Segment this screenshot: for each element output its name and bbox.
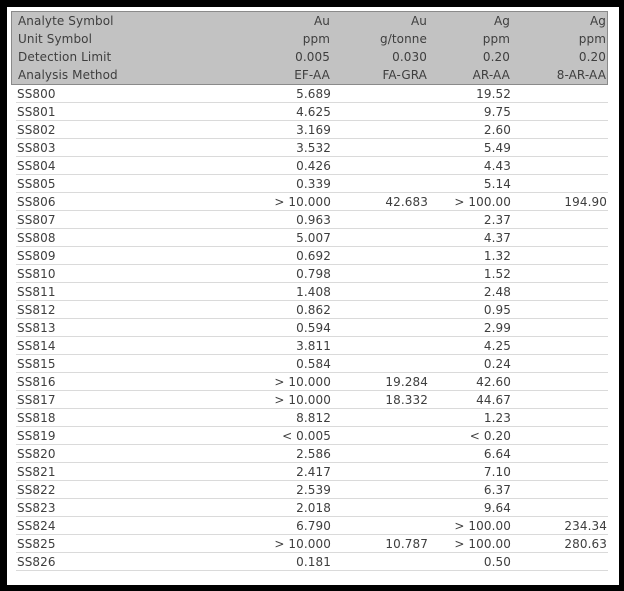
table-row bbox=[11, 409, 608, 427]
value-ag-ppm-2 bbox=[512, 445, 608, 463]
table-row bbox=[11, 283, 608, 301]
value-ag-ppm-2 bbox=[512, 265, 608, 283]
sample-id: SS812 bbox=[17, 303, 56, 317]
value-ag-ppm-2 bbox=[512, 211, 608, 229]
value-ag-ppm: 19.52 bbox=[476, 87, 511, 101]
header-value-au-ppm: ppm bbox=[302, 32, 330, 46]
value-au-ppm: > 10.000 bbox=[274, 375, 331, 389]
header-value-ag-ppm-2: Ag bbox=[589, 14, 606, 28]
sample-id: SS805 bbox=[17, 177, 56, 191]
table-row bbox=[11, 499, 608, 517]
table-row bbox=[11, 445, 608, 463]
table-body bbox=[11, 85, 608, 571]
table-row bbox=[11, 301, 608, 319]
value-ag-ppm-2 bbox=[512, 85, 608, 103]
value-ag-ppm: 1.23 bbox=[483, 411, 511, 425]
sample-id: SS810 bbox=[17, 267, 56, 281]
value-au-gtonne: 42.683 bbox=[385, 195, 428, 209]
table-row bbox=[11, 427, 608, 445]
header-row bbox=[12, 66, 607, 84]
value-ag-ppm-2: 280.63 bbox=[564, 537, 607, 551]
table-row bbox=[11, 373, 608, 391]
table-row bbox=[11, 85, 608, 103]
value-au-gtonne bbox=[332, 499, 429, 517]
value-ag-ppm: 9.75 bbox=[483, 105, 511, 119]
value-au-ppm: 0.181 bbox=[296, 555, 331, 569]
table-row bbox=[11, 229, 608, 247]
value-ag-ppm: > 100.00 bbox=[454, 519, 511, 533]
sample-id: SS821 bbox=[17, 465, 56, 479]
value-ag-ppm: 6.37 bbox=[483, 483, 511, 497]
sample-id: SS817 bbox=[17, 393, 56, 407]
table-row bbox=[11, 319, 608, 337]
value-ag-ppm-2 bbox=[512, 247, 608, 265]
value-au-gtonne bbox=[332, 283, 429, 301]
value-ag-ppm: 42.60 bbox=[476, 375, 511, 389]
value-au-gtonne bbox=[332, 445, 429, 463]
sample-id: SS803 bbox=[17, 141, 56, 155]
value-ag-ppm-2 bbox=[512, 337, 608, 355]
value-au-gtonne bbox=[332, 553, 429, 571]
value-au-ppm: 1.408 bbox=[296, 285, 331, 299]
value-ag-ppm: 0.95 bbox=[483, 303, 511, 317]
table-row bbox=[11, 355, 608, 373]
table-row bbox=[11, 553, 608, 571]
header-value-ag-ppm-2: 0.20 bbox=[578, 50, 606, 64]
value-ag-ppm-2 bbox=[512, 373, 608, 391]
sample-id: SS806 bbox=[17, 195, 56, 209]
table-header bbox=[11, 11, 608, 85]
sample-id: SS819 bbox=[17, 429, 56, 443]
header-value-ag-ppm: ppm bbox=[482, 32, 510, 46]
value-ag-ppm: 4.43 bbox=[483, 159, 511, 173]
value-au-gtonne bbox=[332, 517, 429, 535]
header-value-ag-ppm: Ag bbox=[493, 14, 510, 28]
value-au-gtonne bbox=[332, 463, 429, 481]
header-row bbox=[12, 48, 607, 66]
table-row bbox=[11, 139, 608, 157]
value-ag-ppm: 2.48 bbox=[483, 285, 511, 299]
sample-id: SS811 bbox=[17, 285, 56, 299]
sample-id: SS814 bbox=[17, 339, 56, 353]
sample-id: SS823 bbox=[17, 501, 56, 515]
value-au-gtonne bbox=[332, 139, 429, 157]
header-value-au-gtonne: 0.030 bbox=[392, 50, 427, 64]
sample-id: SS809 bbox=[17, 249, 56, 263]
table-row bbox=[11, 121, 608, 139]
value-au-gtonne bbox=[332, 157, 429, 175]
value-au-ppm: 4.625 bbox=[296, 105, 331, 119]
value-ag-ppm: 2.99 bbox=[483, 321, 511, 335]
sample-id: SS816 bbox=[17, 375, 56, 389]
value-au-ppm: 3.811 bbox=[296, 339, 331, 353]
table-row bbox=[11, 175, 608, 193]
assay-report-sheet bbox=[7, 7, 619, 585]
table-row bbox=[11, 481, 608, 499]
value-au-gtonne bbox=[332, 481, 429, 499]
table-row bbox=[11, 517, 608, 535]
value-au-ppm: 8.812 bbox=[296, 411, 331, 425]
value-au-gtonne bbox=[332, 121, 429, 139]
value-ag-ppm-2 bbox=[512, 229, 608, 247]
table-row bbox=[11, 265, 608, 283]
value-au-ppm: > 10.000 bbox=[274, 393, 331, 407]
value-ag-ppm-2 bbox=[512, 121, 608, 139]
value-au-ppm: > 10.000 bbox=[274, 537, 331, 551]
header-value-au-ppm: 0.005 bbox=[295, 50, 330, 64]
value-ag-ppm: 44.67 bbox=[476, 393, 511, 407]
value-au-ppm: 0.963 bbox=[296, 213, 331, 227]
value-au-ppm: 2.018 bbox=[296, 501, 331, 515]
value-au-gtonne bbox=[332, 409, 429, 427]
value-ag-ppm: 4.25 bbox=[483, 339, 511, 353]
value-au-ppm: 2.539 bbox=[296, 483, 331, 497]
value-ag-ppm-2 bbox=[512, 319, 608, 337]
sample-id: SS822 bbox=[17, 483, 56, 497]
value-ag-ppm: < 0.20 bbox=[469, 429, 511, 443]
sample-id: SS825 bbox=[17, 537, 56, 551]
value-ag-ppm: 9.64 bbox=[483, 501, 511, 515]
header-value-ag-ppm-2: 8-AR-AA bbox=[556, 68, 606, 82]
value-ag-ppm-2: 234.34 bbox=[564, 519, 607, 533]
value-ag-ppm: > 100.00 bbox=[454, 537, 511, 551]
value-au-gtonne: 10.787 bbox=[385, 537, 428, 551]
value-ag-ppm: 0.24 bbox=[483, 357, 511, 371]
header-value-ag-ppm-2: ppm bbox=[578, 32, 606, 46]
value-ag-ppm-2 bbox=[512, 139, 608, 157]
value-ag-ppm: 2.60 bbox=[483, 123, 511, 137]
value-ag-ppm-2 bbox=[512, 355, 608, 373]
value-ag-ppm: 7.10 bbox=[483, 465, 511, 479]
value-au-ppm: > 10.000 bbox=[274, 195, 331, 209]
value-ag-ppm-2 bbox=[512, 283, 608, 301]
value-ag-ppm: 4.37 bbox=[483, 231, 511, 245]
header-value-au-gtonne: Au bbox=[410, 14, 427, 28]
value-au-ppm: 0.594 bbox=[296, 321, 331, 335]
table-row bbox=[11, 463, 608, 481]
value-au-gtonne bbox=[332, 85, 429, 103]
header-value-ag-ppm: 0.20 bbox=[482, 50, 510, 64]
header-row-label: Analysis Method bbox=[18, 68, 118, 82]
value-au-ppm: 2.417 bbox=[296, 465, 331, 479]
table-row bbox=[11, 157, 608, 175]
value-au-ppm: 0.584 bbox=[296, 357, 331, 371]
value-ag-ppm-2 bbox=[512, 301, 608, 319]
value-ag-ppm: 1.32 bbox=[483, 249, 511, 263]
value-au-ppm: 0.692 bbox=[296, 249, 331, 263]
value-au-gtonne bbox=[332, 301, 429, 319]
value-ag-ppm: 2.37 bbox=[483, 213, 511, 227]
value-au-ppm: 3.169 bbox=[296, 123, 331, 137]
value-ag-ppm: > 100.00 bbox=[454, 195, 511, 209]
sample-id: SS807 bbox=[17, 213, 56, 227]
value-ag-ppm-2 bbox=[512, 175, 608, 193]
header-row-label: Unit Symbol bbox=[18, 32, 93, 46]
value-au-gtonne bbox=[332, 265, 429, 283]
value-au-ppm: 5.689 bbox=[296, 87, 331, 101]
value-ag-ppm-2 bbox=[512, 157, 608, 175]
value-au-ppm: 5.007 bbox=[296, 231, 331, 245]
value-ag-ppm: 1.52 bbox=[483, 267, 511, 281]
value-au-gtonne bbox=[332, 103, 429, 121]
value-au-gtonne bbox=[332, 427, 429, 445]
value-au-ppm: 6.790 bbox=[296, 519, 331, 533]
header-row-label: Analyte Symbol bbox=[18, 14, 114, 28]
header-row bbox=[12, 12, 607, 30]
value-au-gtonne bbox=[332, 247, 429, 265]
value-ag-ppm: 5.49 bbox=[483, 141, 511, 155]
value-ag-ppm: 6.64 bbox=[483, 447, 511, 461]
value-ag-ppm-2 bbox=[512, 409, 608, 427]
value-au-ppm: 0.798 bbox=[296, 267, 331, 281]
value-ag-ppm: 5.14 bbox=[483, 177, 511, 191]
value-ag-ppm-2 bbox=[512, 499, 608, 517]
value-au-gtonne: 19.284 bbox=[385, 375, 428, 389]
value-au-ppm: 3.532 bbox=[296, 141, 331, 155]
header-value-au-ppm: EF-AA bbox=[294, 68, 330, 82]
sample-id: SS815 bbox=[17, 357, 56, 371]
header-value-ag-ppm: AR-AA bbox=[472, 68, 510, 82]
value-au-ppm: < 0.005 bbox=[282, 429, 331, 443]
table-row bbox=[11, 247, 608, 265]
header-value-au-ppm: Au bbox=[313, 14, 330, 28]
table-row bbox=[11, 337, 608, 355]
value-ag-ppm-2: 194.90 bbox=[564, 195, 607, 209]
table-row bbox=[11, 535, 608, 553]
sample-id: SS808 bbox=[17, 231, 56, 245]
sample-id: SS802 bbox=[17, 123, 56, 137]
value-au-gtonne bbox=[332, 229, 429, 247]
table-row bbox=[11, 193, 608, 211]
sample-id: SS813 bbox=[17, 321, 56, 335]
value-au-gtonne bbox=[332, 319, 429, 337]
header-value-au-gtonne: FA-GRA bbox=[382, 68, 427, 82]
value-ag-ppm-2 bbox=[512, 553, 608, 571]
value-ag-ppm-2 bbox=[512, 391, 608, 409]
value-au-ppm: 2.586 bbox=[296, 447, 331, 461]
value-au-gtonne: 18.332 bbox=[385, 393, 428, 407]
value-au-ppm: 0.862 bbox=[296, 303, 331, 317]
sample-id: SS824 bbox=[17, 519, 56, 533]
sample-id: SS820 bbox=[17, 447, 56, 461]
header-row bbox=[12, 30, 607, 48]
table-row bbox=[11, 103, 608, 121]
header-row-label: Detection Limit bbox=[18, 50, 112, 64]
sample-id: SS801 bbox=[17, 105, 56, 119]
value-ag-ppm-2 bbox=[512, 463, 608, 481]
value-au-gtonne bbox=[332, 175, 429, 193]
value-au-ppm: 0.339 bbox=[296, 177, 331, 191]
value-au-gtonne bbox=[332, 211, 429, 229]
value-ag-ppm-2 bbox=[512, 481, 608, 499]
sample-id: SS800 bbox=[17, 87, 56, 101]
sample-id: SS818 bbox=[17, 411, 56, 425]
value-au-gtonne bbox=[332, 337, 429, 355]
header-value-au-gtonne: g/tonne bbox=[379, 32, 427, 46]
sample-id: SS804 bbox=[17, 159, 56, 173]
sample-id: SS826 bbox=[17, 555, 56, 569]
value-ag-ppm-2 bbox=[512, 427, 608, 445]
table-row bbox=[11, 391, 608, 409]
value-ag-ppm: 0.50 bbox=[483, 555, 511, 569]
value-ag-ppm-2 bbox=[512, 103, 608, 121]
value-au-ppm: 0.426 bbox=[296, 159, 331, 173]
table-row bbox=[11, 211, 608, 229]
value-au-gtonne bbox=[332, 355, 429, 373]
